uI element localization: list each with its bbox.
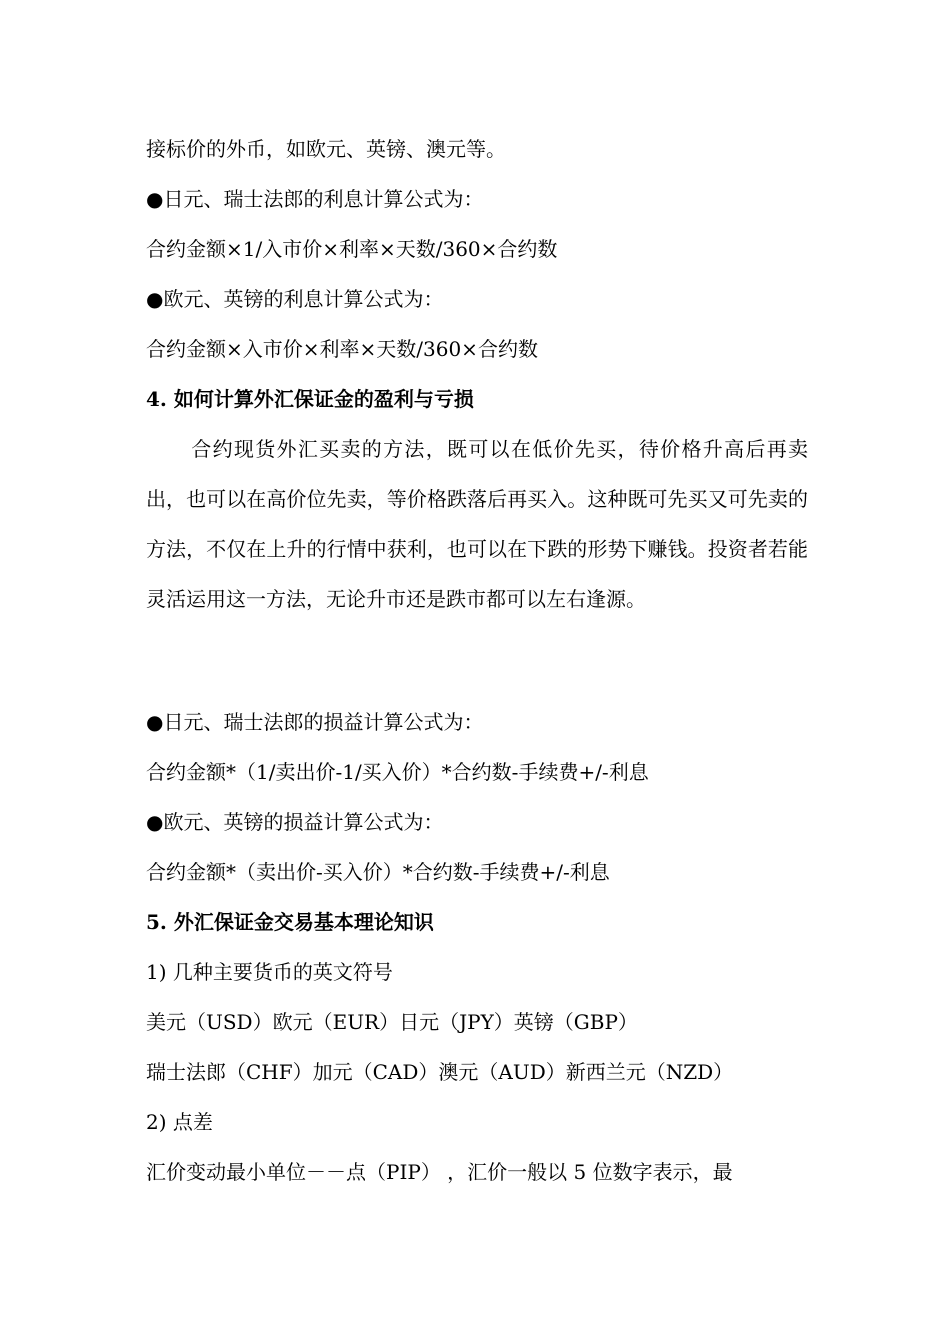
section-4-paragraph [146,424,808,624]
section-heading-4: 4. 如何计算外汇保证金的盈利与亏损 [146,387,474,411]
text-line: 接标价的外币，如欧元、英镑、澳元等。 [146,137,506,161]
pip-definition: 汇价变动最小单位－－点（PIP） ，汇价一般以 5 位数字表示，最 [146,1160,733,1184]
section-heading-5: 5. 外汇保证金交易基本理论知识 [146,910,434,934]
currency-list-2: 瑞士法郎（CHF）加元（CAD）澳元（AUD）新西兰元（NZD） [146,1060,734,1084]
pl-formula-eur-gbp: 合约金额*（卖出价-买入价）*合约数-手续费+/-利息 [146,860,610,884]
subsection-currency-symbols: 1) 几种主要货币的英文符号 [146,960,393,984]
currency-list-1: 美元（USD）欧元（EUR）日元（JPY）英镑（GBP） [146,1010,638,1034]
interest-formula-eur-gbp-label: ●欧元、英镑的利息计算公式为： [146,287,444,311]
section-4-paragraph-text: 合约现货外汇买卖的方法，既可以在低价先买，待价格升高后再卖出，也可以在高价位先卖，等价格跌落后再买入。这种既可先买又可先卖的方法，不仅在上升的行情中获利，也可以在下跌的形势下赚钱。投资者若能灵活运用这一方法，无论升市还是跌市都可以左右逢源。 [146,437,808,611]
interest-formula-jpy-chf-label: ●日元、瑞士法郎的利息计算公式为： [146,187,484,211]
interest-formula-eur-gbp: 合约金额×入市价×利率×天数/360×合约数 [146,337,538,361]
pl-formula-jpy-chf: 合约金额*（1/卖出价-1/买入价）*合约数-手续费+/-利息 [146,760,649,784]
interest-formula-jpy-chf: 合约金额×1/入市价×利率×天数/360×合约数 [146,237,558,261]
pl-formula-jpy-chf-label: ●日元、瑞士法郎的损益计算公式为： [146,710,484,734]
subsection-spread: 2) 点差 [146,1110,213,1134]
pl-formula-eur-gbp-label: ●欧元、英镑的损益计算公式为： [146,810,444,834]
